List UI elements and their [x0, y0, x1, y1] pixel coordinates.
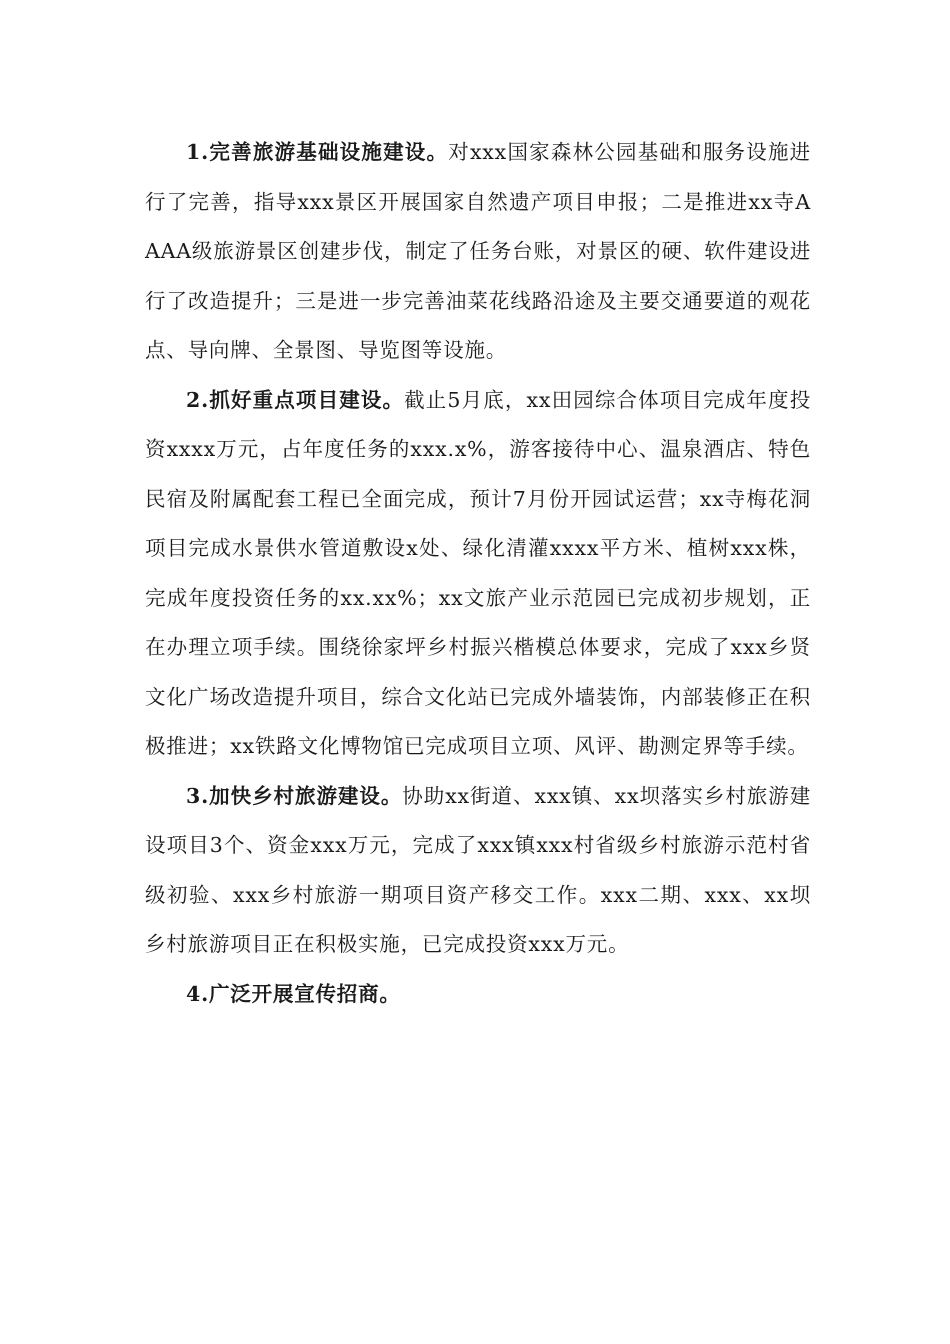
paragraph-1-text: 对xxx国家森林公园基础和服务设施进行了完善，指导xxx景区开展国家自然遗产项目申报；二是推进xx寺AAAA级旅游景区创建步伐，制定了任务台账，对景区的硬、软件建设进行了改造提升；三是进一步完善油菜花线路沿途及主要交通要道的观花点、导向牌、全景图、导览图等设施。	[145, 140, 811, 362]
paragraph-4-heading: 4.广泛开展宣传招商。	[186, 981, 401, 1006]
paragraph-3-heading: 3.加快乡村旅游建设。	[186, 783, 403, 808]
paragraph-4	[145, 970, 811, 1020]
paragraph-2-text: 截止5月底，xx田园综合体项目完成年度投资xxxx万元，占年度任务的xxx.x%，游客接待中心、温泉酒店、特色民宿及附属配套工程已全面完成，预计7月份开园试运营；xx寺梅花洞项目完成水景供水管道敷设x处、绿化清灌xxxx平方米、植树xxx株，完成年度投资任务的xx.xx%；xx文旅产业示范园已完成初步规划，正在办理立项手续。围绕徐家坪乡村振兴楷模总体要求，完成了xxx乡贤文化广场改造提升项目，综合文化站已完成外墙装饰，内部装修正在积极推进；xx铁路文化博物馆已完成项目立项、风评、勘测定界等手续。	[145, 387, 811, 758]
paragraph-2-heading: 2.抓好重点项目建设。	[186, 387, 405, 412]
document-body	[145, 128, 811, 1019]
paragraph-3	[145, 772, 811, 970]
paragraph-3-text: 协助xx街道、xxx镇、xx坝落实乡村旅游建设项目3个、资金xxx万元，完成了xxx镇xxx村省级乡村旅游示范村省级初验、xxx乡村旅游一期项目资产移交工作。xxx二期、xxx、xx坝乡村旅游项目正在积极实施，已完成投资xxx万元。	[145, 783, 811, 956]
paragraph-2	[145, 376, 811, 772]
paragraph-1	[145, 128, 811, 376]
paragraph-1-heading: 1.完善旅游基础设施建设。	[186, 140, 449, 164]
